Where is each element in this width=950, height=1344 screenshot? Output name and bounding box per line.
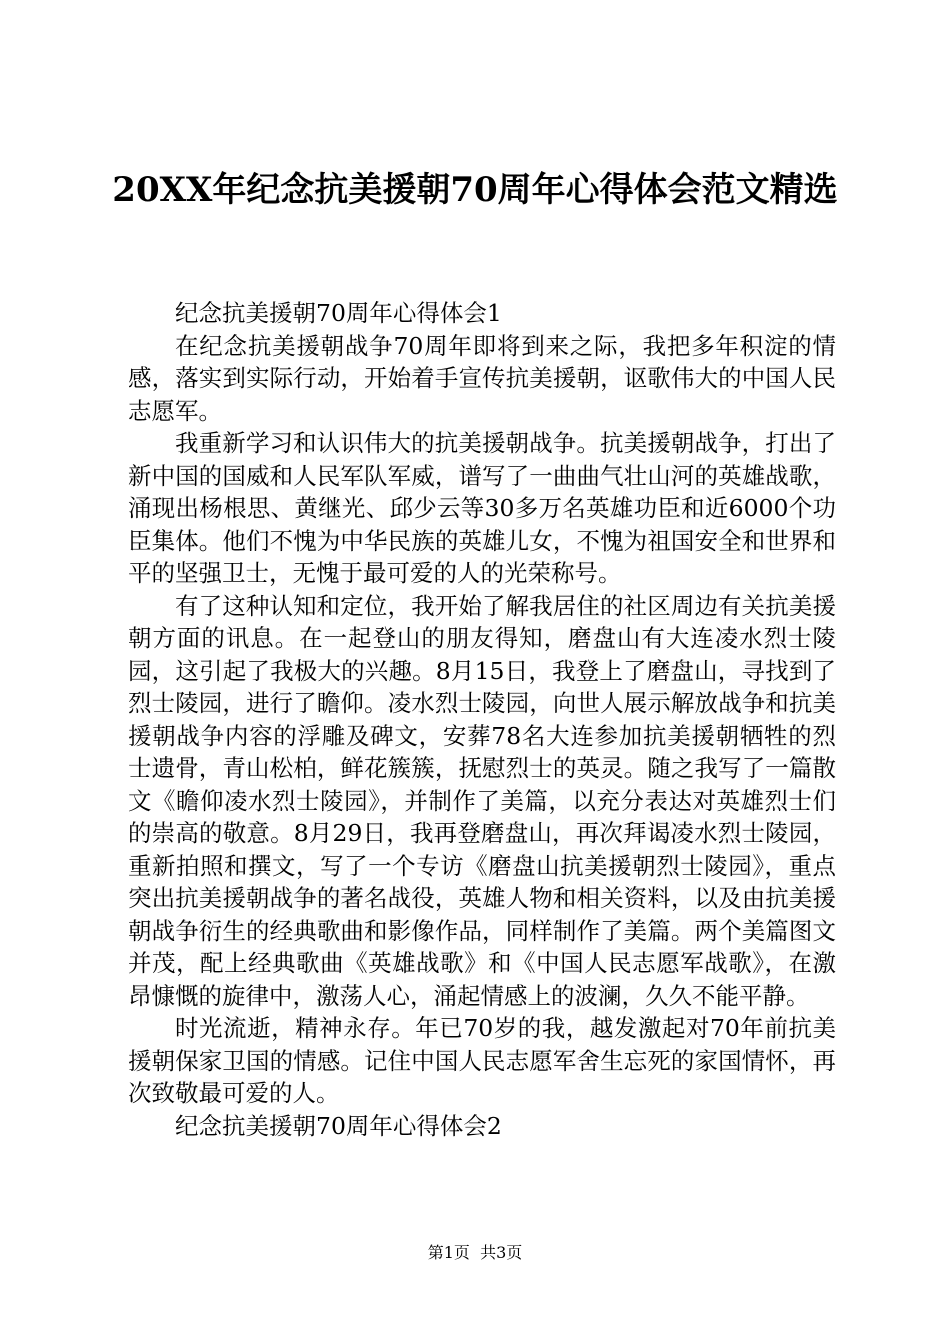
paragraph: 有了这种认知和定位，我开始了解我居住的社区周边有关抗美援朝方面的讯息。在一起登山的朋友得知，磨盘山有大连凌水烈士陵园，这引起了我极大的兴趣。8月15日，我登上了磨盘山，寻找到了烈士陵园，进行了瞻仰。凌水烈士陵园，向世人展示解放战争和抗美援朝战争内容的浮雕及碑文，安葬78名大连参加抗美援朝牺牲的烈士遗骨，青山松柏，鲜花簇簇，抚慰烈士的英灵。随之我写了一篇散文《瞻仰凌水烈士陵园》，并制作了美篇，以充分表达对英雄烈士们的崇高的敬意。8月29日，我再登磨盘山，再次拜谒凌水烈士陵园，重新拍照和撰文，写了一个专访《磨盘山抗美援朝烈士陵园》，重点突出抗美援朝战争的著名战役，英雄人物和相关资料，以及由抗美援朝战争衍生的经典歌曲和影像作品，同样制作了美篇。两个美篇图文并茂，配上经典歌曲《英雄战歌》和《中国人民志愿军战歌》，在激昂慷慨的旋律中，激荡人心，涌起情感上的波澜，久久不能平静。 bbox=[128, 591, 836, 1010]
paragraph: 时光流逝，精神永存。年已70岁的我，越发激起对70年前抗美援朝保家卫国的情感。记住中国人民志愿军舍生忘死的家国情怀，再次致敬最可爱的人。 bbox=[128, 1014, 836, 1107]
document-body bbox=[128, 297, 836, 1142]
page-footer bbox=[0, 1243, 950, 1263]
document-title: 20XX年纪念抗美援朝70周年心得体会范文精选 bbox=[112, 170, 838, 210]
paragraph: 我重新学习和认识伟大的抗美援朝战争。抗美援朝战争，打出了新中国的国威和人民军队军威，谱写了一曲曲气壮山河的英雄战歌，涌现出杨根思、黄继光、邱少云等30多万名英雄功臣和近6000个功臣集体。他们不愧为中华民族的英雄儿女，不愧为祖国安全和世界和平的坚强卫士，无愧于最可爱的人的光荣称号。 bbox=[128, 429, 836, 587]
section-heading-2: 纪念抗美援朝70周年心得体会2 bbox=[175, 1111, 502, 1140]
page-number: 第1页 共3页 bbox=[427, 1243, 523, 1262]
section-heading-1: 纪念抗美援朝70周年心得体会1 bbox=[175, 299, 502, 327]
paragraph: 在纪念抗美援朝战争70周年即将到来之际，我把多年积淀的情感，落实到实际行动，开始着手宣传抗美援朝，讴歌伟大的中国人民志愿军。 bbox=[128, 331, 836, 425]
